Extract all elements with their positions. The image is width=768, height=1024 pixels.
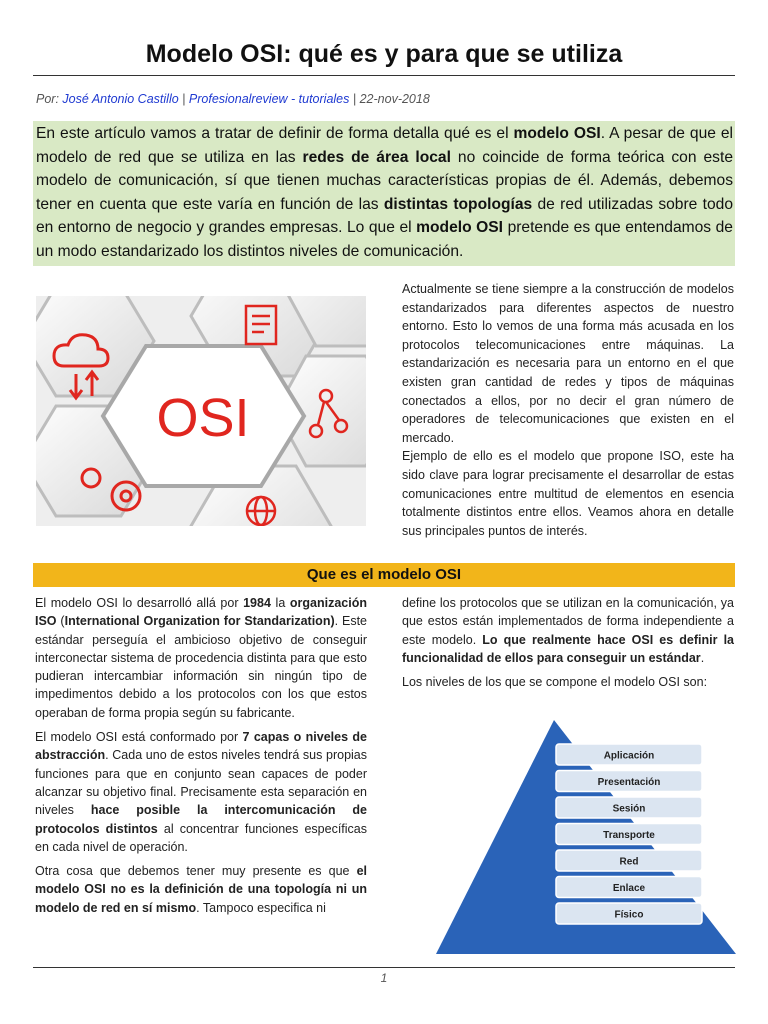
text-run: de red utilizadas sobre todo en entorno de negocio y grandes empresas. Lo que el (36, 195, 733, 237)
title-divider (33, 75, 735, 76)
pyramid-svg (436, 720, 736, 956)
section-heading: Que es el modelo OSI (33, 563, 735, 587)
body-paragraph (35, 862, 367, 917)
bold-text: hace posible la intercomunicación de protocolos distintos (35, 803, 367, 836)
text-run: . Tampoco especifica ni (196, 900, 326, 915)
right-column (402, 594, 734, 697)
text-run: El modelo OSI lo desarrolló allá por (35, 596, 244, 610)
text-run: . A pesar de que el modelo de red que se utiliza en las (36, 125, 734, 166)
body-paragraph (35, 728, 367, 856)
pyramid-layer-label: Físico (614, 909, 644, 921)
text-run: define los protocolos que se utilizan en la comunicación, ya que estos están implementados de forma independiente a este modelo. (402, 596, 734, 647)
osi-hero-image (36, 296, 366, 526)
text-run: El modelo OSI está conformado por (35, 730, 243, 745)
byline-separator: | (349, 92, 360, 106)
osi-layers-pyramid (436, 720, 736, 956)
pyramid-layer-label: Transporte (603, 830, 655, 841)
side-text (402, 280, 734, 540)
side-paragraph: Ejemplo de ello es el modelo que propone ISO, este ha sido clave para lograr precisamente el desarrollar de estas comunicaciones entre multitud de elementos en esencia totalmente distintos entre ellos. Veamos ahora en detalle sus principales puntos de interés. (402, 449, 734, 538)
bold-text: el modelo OSI no es la definición de una topología ni un modelo de red en sí mismo (35, 864, 367, 915)
bold-text: International Organization for Standarization) (64, 614, 335, 629)
osi-hexagon-illustration (36, 296, 366, 526)
text-run: ( (56, 614, 65, 629)
pyramid-layer-label: Enlace (612, 883, 646, 894)
bold-text: redes de área local (302, 148, 451, 166)
text-run: Los niveles de los que se compone el modelo OSI son: (402, 675, 708, 690)
pyramid-layer-label: Red (619, 856, 639, 868)
bold-text: Lo que realmente hace OSI es definir la funcionalidad de ellos para conseguir un estándar (402, 632, 734, 665)
byline-author-link[interactable]: José Antonio Castillo (62, 92, 179, 106)
page-title: Modelo OSI: qué es y para que se utiliza (145, 40, 623, 68)
pyramid-layer-label: Presentación (597, 777, 661, 788)
text-run: no coincide de forma teórica con este modelo de comunicación, sí que tienen muchas características propias de él. Además, debemos tener en cuenta que este varía en función de las (36, 148, 733, 213)
byline (36, 92, 736, 106)
bold-text: 7 capas o niveles de abstracción (35, 730, 367, 763)
page-number: 1 (380, 971, 388, 985)
bold-text: modelo OSI (416, 219, 504, 237)
pyramid-layer-label: Sesión (612, 803, 646, 815)
osi-hero-label: OSI (156, 388, 250, 448)
bold-text: organización ISO (35, 596, 367, 629)
text-run: pretende es que entendamos de un modo estandarizado los distintos niveles de comunicación. (36, 219, 733, 260)
text-run: al concentrar funciones específicas en cada nivel de operación. (35, 821, 367, 854)
text-run: la (270, 596, 290, 610)
body-paragraph (35, 594, 367, 722)
text-run: Otra cosa que debemos tener muy presente es que (35, 864, 357, 879)
byline-date: 22-nov-2018 (359, 92, 430, 106)
pyramid-layer-label: Aplicación (603, 750, 655, 762)
footer-divider (33, 967, 735, 968)
text-run: . Este estándar perseguía el ambicioso objetivo de conseguir interconectar sistema de procedencia distinta para que esto pudieran intercambiar información sin ningún tipo de impedimentos debido a los protocolos con los que estos operaban de forma propia según su fabricante. (35, 614, 367, 720)
byline-separator: | (178, 92, 189, 106)
byline-prefix: Por: (36, 92, 63, 106)
bold-text: modelo OSI (513, 125, 601, 142)
text-run: . Cada uno de estos niveles tendrá sus propias funciones para que en conjunto sean capaces de poder alcanzar su objetivo final. Precisamente esta separación en niveles (35, 748, 367, 818)
body-paragraph (402, 594, 734, 667)
body-paragraph (402, 673, 734, 691)
left-column (35, 594, 367, 923)
side-paragraph: Actualmente se tiene siempre a la construcción de modelos estandarizados para diferentes aspectos de nuestro entorno. Esto lo vemos de una forma más acusada en los protocolos telecomunicaciones entre máquinas. La estandarización es necesaria para un entorno en el que existen gran cantidad de redes y tipos de máquinas conectados a ellos, por no decir el gran número de operadores de telecomunicaciones que existen en el mercado. (402, 282, 734, 445)
text-run: . (700, 650, 705, 665)
bold-text: 1984 (243, 596, 271, 610)
text-run: En este artículo vamos a tratar de definir de forma detalla qué es el (36, 125, 514, 142)
bold-text: distintas topologías (383, 195, 533, 213)
intro-paragraph (33, 121, 735, 266)
byline-site-link[interactable]: Profesionalreview - tutoriales (188, 92, 350, 106)
